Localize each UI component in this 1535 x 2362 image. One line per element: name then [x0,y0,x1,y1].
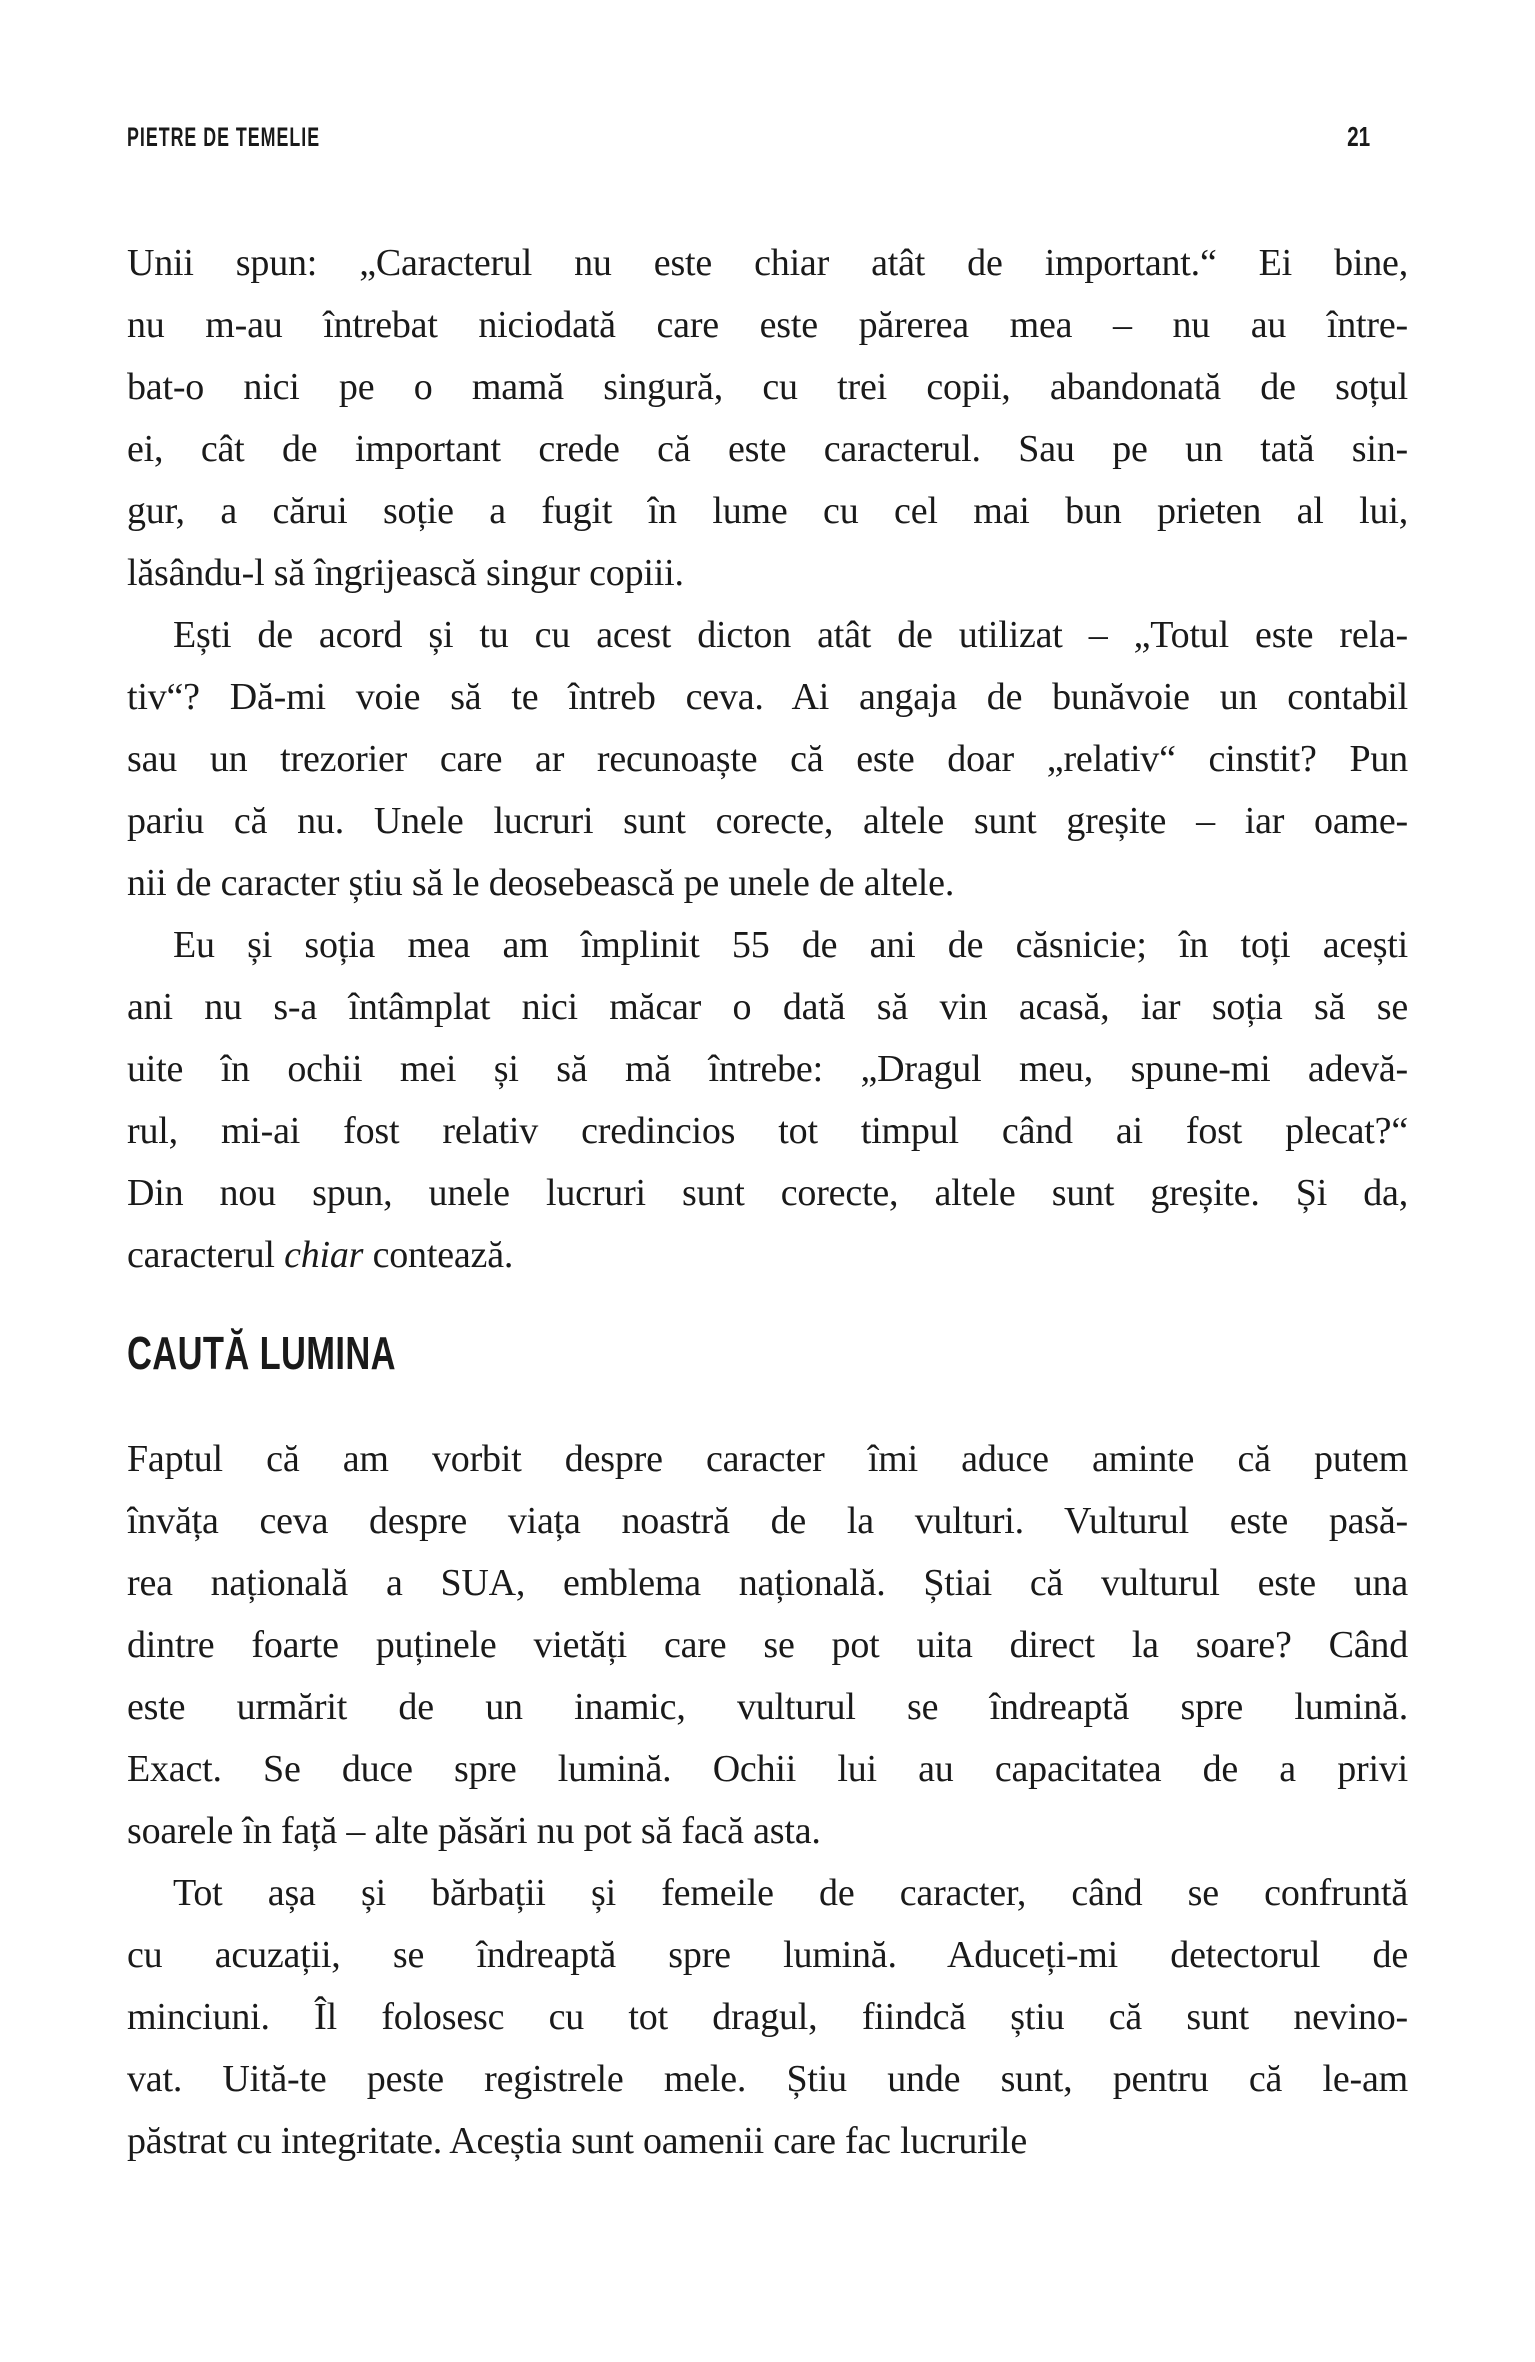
paragraph [127,604,1408,914]
paragraph [127,1862,1408,2172]
text-line: Exact. Se duce spre lumină. Ochii lui au capacitatea de a privi [127,1748,1408,1790]
text-line: învăța ceva despre viața noastră de la vulturi. Vulturul este pasă- [127,1500,1408,1542]
text-line: tiv“? Dă-mi voie să te întreb ceva. Ai angaja de bunăvoie un contabil [127,676,1408,718]
text-line: sau un trezorier care ar recunoaște că este doar „relativ“ cinstit? Pun [127,738,1408,780]
text-line: Unii spun: „Caracterul nu este chiar atât de important.“ Ei bine, [127,242,1408,284]
text-line: vat. Uită-te peste registrele mele. Știu unde sunt, pentru că le-am [127,2058,1408,2100]
text-line: lăsându-l să îngrijească singur copiii. [127,552,684,594]
running-head-title: PIETRE DE TEMELIE [127,122,321,152]
text-line: Faptul că am vorbit despre caracter îmi aduce aminte că putem [127,1438,1408,1480]
text-line: dintre foarte puținele vietăți care se pot uita direct la soare? Când [127,1624,1408,1666]
text-line: cu acuzații, se îndreaptă spre lumină. Aduceți-mi detectorul de [127,1934,1408,1976]
text-line: Ești de acord și tu cu acest dicton atât de utilizat – „Totul este rela- [173,614,1408,656]
text-line: minciuni. Îl folosesc cu tot dragul, fiindcă știu că sunt nevino- [127,1996,1408,2038]
text-line: gur, a cărui soție a fugit în lume cu cel mai bun prieten al lui, [127,490,1408,532]
page-header [127,121,1370,155]
paragraph [127,914,1408,1286]
text-line: pariu că nu. Unele lucruri sunt corecte, altele sunt greșite – iar oame- [127,800,1408,842]
page-number: 21 [1346,121,1370,152]
text-line: soarele în față – alte păsări nu pot să facă asta. [127,1810,821,1852]
text-line: ei, cât de important crede că este caracterul. Sau pe un tată sin- [127,428,1408,470]
text-line: Din nou spun, unele lucruri sunt corecte, altele sunt greșite. Și da, [127,1172,1408,1214]
text-line: rul, mi-ai fost relativ credincios tot timpul când ai fost plecat?“ [127,1110,1408,1152]
text-line: este urmărit de un inamic, vulturul se îndreaptă spre lumină. [127,1686,1408,1728]
text-line: nii de caracter știu să le deosebească pe unele de altele. [127,862,955,904]
text-line: caracterul chiar contează. [127,1234,514,1276]
page-body [127,232,1408,2172]
text-line: ani nu s-a întâmplat nici măcar o dată să vin acasă, iar soția să se [127,986,1408,1028]
section-heading: CAUTĂ LUMINA [127,1327,396,1379]
text-line: păstrat cu integritate. Aceștia sunt oamenii care fac lucrurile [127,2120,1028,2162]
text-line: Eu și soția mea am împlinit 55 de ani de căsnicie; în toți acești [173,924,1408,966]
text-line: bat-o nici pe o mamă singură, cu trei copii, abandonată de soțul [127,366,1408,408]
text-line: uite în ochii mei și să mă întrebe: „Dragul meu, spune-mi adevă- [127,1048,1408,1090]
paragraph [127,1428,1408,1862]
paragraph [127,232,1408,604]
text-line: Tot așa și bărbații și femeile de caracter, când se confruntă [173,1872,1408,1914]
text-line: rea națională a SUA, emblema națională. Știai că vulturul este una [127,1562,1408,1604]
text-line: nu m-au întrebat niciodată care este părerea mea – nu au între- [127,304,1408,346]
